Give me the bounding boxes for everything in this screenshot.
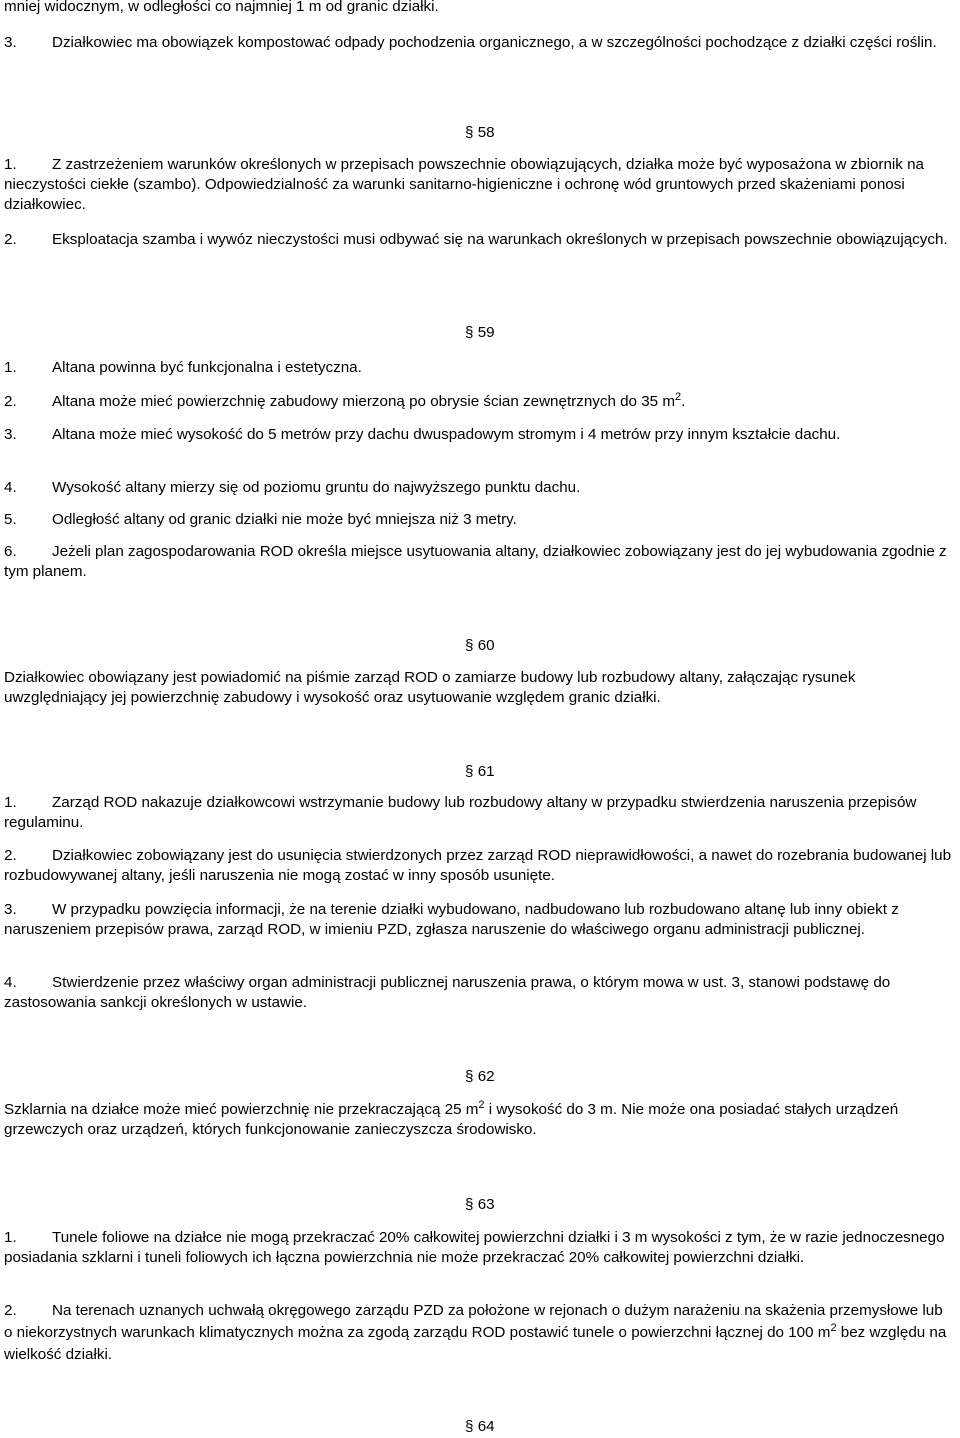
paragraph-text: Tunele foliowe na działce nie mogą przekraczać 20% całkowitej powierzchni działki i 3 m wysokości z tym, że w razie jednoczesnego posiadania szklarni i tuneli foliowych ich łączna powierzchnia nie może przekraczać 20% całkowitej powierzchni działki. bbox=[4, 1229, 945, 1266]
section-sign: § bbox=[465, 1068, 474, 1085]
section-number: 62 bbox=[477, 1068, 495, 1085]
paragraph-item bbox=[4, 358, 954, 378]
superscript: 2 bbox=[830, 1322, 837, 1334]
paragraph-text-end: . bbox=[681, 393, 686, 410]
paragraph-continuation bbox=[4, 0, 954, 17]
paragraph-text: Jeżeli plan zagospodarowania ROD określa miejsce usytuowania altany, działkowiec zobowiązany jest do jej wybudowania zgodnie z tym planem. bbox=[4, 543, 947, 580]
paragraph-text: Altana powinna być funkcjonalna i estetyczna. bbox=[52, 359, 362, 376]
section-number: 61 bbox=[477, 763, 495, 780]
section-sign: § bbox=[465, 324, 474, 341]
paragraph-text: Działkowiec zobowiązany jest do usunięcia stwierdzonych przez zarząd ROD nieprawidłowości, a nawet do rozebrania budowanej lub rozbudowywanej altany, jeśli naruszenia nie mogą zostać w inny sposób usunięte. bbox=[4, 847, 952, 884]
paragraph-item bbox=[4, 1228, 954, 1268]
paragraph-text: Wysokość altany mierzy się od poziomu gruntu do najwyższego punktu dachu. bbox=[52, 479, 581, 496]
item-number: 1. bbox=[4, 156, 17, 173]
section-number: 64 bbox=[477, 1418, 495, 1435]
paragraph-text: Eksploatacja szamba i wywóz nieczystości musi odbywać się na warunkach określonych w przepisach powszechnie obowiązujących. bbox=[52, 231, 948, 248]
item-number: 1. bbox=[4, 1229, 17, 1246]
paragraph-text: Altana może mieć wysokość do 5 metrów przy dachu dwuspadowym stromym i 4 metrów przy innym kształcie dachu. bbox=[52, 426, 841, 443]
paragraph-item bbox=[4, 425, 954, 445]
section-heading bbox=[465, 323, 495, 343]
item-number: 3. bbox=[4, 426, 17, 443]
section-number: 59 bbox=[477, 324, 495, 341]
superscript: 2 bbox=[675, 391, 682, 403]
paragraph-text: Zarząd ROD nakazuje działkowcowi wstrzymanie budowy lub rozbudowy altany w przypadku stwierdzenia naruszenia przepisów regulaminu. bbox=[4, 794, 917, 831]
section-heading bbox=[465, 1417, 495, 1437]
paragraph-text: Szklarnia na działce może mieć powierzchnię nie przekraczającą 25 m bbox=[4, 1101, 479, 1118]
item-number: 2. bbox=[4, 231, 17, 248]
section-heading bbox=[465, 1195, 495, 1215]
paragraph-text-end: i wysokość do 3 m. Nie może ona posiadać stałych urządzeń grzewczych oraz urządzeń, których funkcjonowanie zanieczyszcza środowisko. bbox=[4, 1101, 899, 1138]
section-heading bbox=[465, 636, 495, 656]
superscript: 2 bbox=[478, 1099, 485, 1111]
paragraph-text: Stwierdzenie przez właściwy organ administracji publicznej naruszenia prawa, o którym mowa w ust. 3, stanowi podstawę do zastosowania sankcji określonych w ustawie. bbox=[4, 974, 891, 1011]
section-sign: § bbox=[465, 763, 474, 780]
item-number: 4. bbox=[4, 974, 17, 991]
paragraph-item bbox=[4, 155, 954, 215]
paragraph-text: Działkowiec ma obowiązek kompostować odpady pochodzenia organicznego, a w szczególności pochodzące z działki części roślin. bbox=[52, 34, 937, 51]
paragraph-item bbox=[4, 846, 954, 886]
item-number: 6. bbox=[4, 543, 17, 560]
paragraph-item bbox=[4, 973, 954, 1013]
section-sign: § bbox=[465, 1196, 474, 1213]
item-number: 2. bbox=[4, 393, 17, 410]
paragraph-item bbox=[4, 478, 954, 498]
paragraph-item bbox=[4, 392, 954, 412]
section-number: 58 bbox=[477, 124, 495, 141]
paragraph-item bbox=[4, 542, 954, 582]
item-number: 5. bbox=[4, 511, 17, 528]
item-number: 2. bbox=[4, 1302, 17, 1319]
paragraph-item bbox=[4, 1100, 954, 1140]
section-sign: § bbox=[465, 124, 474, 141]
paragraph-text: mniej widocznym, w odległości co najmniej 1 m od granic działki. bbox=[4, 0, 439, 15]
paragraph-text: Odległość altany od granic działki nie może być mniejsza niż 3 metry. bbox=[52, 511, 517, 528]
item-number: 1. bbox=[4, 794, 17, 811]
section-heading bbox=[465, 123, 495, 143]
paragraph-text: W przypadku powzięcia informacji, że na terenie działki wybudowano, nadbudowano lub rozbudowano altanę lub inny obiekt z naruszeniem przepisów prawa, zarząd ROD, w imieniu PZD, zgłasza naruszenie do właściwego organu administracji publicznej. bbox=[4, 901, 899, 938]
paragraph-text: Działkowiec obowiązany jest powiadomić na piśmie zarząd ROD o zamiarze budowy lub rozbudowy altany, załączając rysunek uwzględniający jej powierzchnię zabudowy i wysokość oraz usytuowanie względem granic działki. bbox=[4, 669, 856, 706]
paragraph-item bbox=[4, 900, 954, 940]
paragraph-text: Altana może mieć powierzchnię zabudowy mierzoną po obrysie ścian zewnętrznych do 35 m bbox=[52, 393, 675, 410]
paragraph-item bbox=[4, 510, 954, 530]
item-number: 3. bbox=[4, 34, 17, 51]
item-number: 1. bbox=[4, 359, 17, 376]
section-sign: § bbox=[465, 637, 474, 654]
paragraph-item bbox=[4, 668, 954, 708]
paragraph-text: Na terenach uznanych uchwałą okręgowego zarządu PZD za położone w rejonach o dużym narażeniu na skażenia przemysłowe lub o niekorzystnych warunkach klimatycznych można za zgodą zarządu ROD postawić tunele o powierzchni łącznej do 100 m bbox=[4, 1302, 943, 1341]
section-heading bbox=[465, 1067, 495, 1087]
section-number: 60 bbox=[477, 637, 495, 654]
item-number: 3. bbox=[4, 901, 17, 918]
paragraph-text: Z zastrzeżeniem warunków określonych w przepisach powszechnie obowiązujących, działka może być wyposażona w zbiornik na nieczystości ciekłe (szambo). Odpowiedzialność za warunki sanitarno-higieniczne i ochronę wód gruntowych przed skażeniami ponosi działkowiec. bbox=[4, 156, 924, 213]
paragraph-item bbox=[4, 33, 954, 53]
section-sign: § bbox=[465, 1418, 474, 1435]
paragraph-item bbox=[4, 1300, 954, 1366]
item-number: 4. bbox=[4, 479, 17, 496]
paragraph-text-end: bez względu na wielkość działki. bbox=[4, 1324, 947, 1363]
item-number: 2. bbox=[4, 847, 17, 864]
section-heading bbox=[465, 762, 495, 782]
paragraph-item bbox=[4, 230, 954, 250]
section-number: 63 bbox=[477, 1196, 495, 1213]
paragraph-item bbox=[4, 793, 954, 833]
